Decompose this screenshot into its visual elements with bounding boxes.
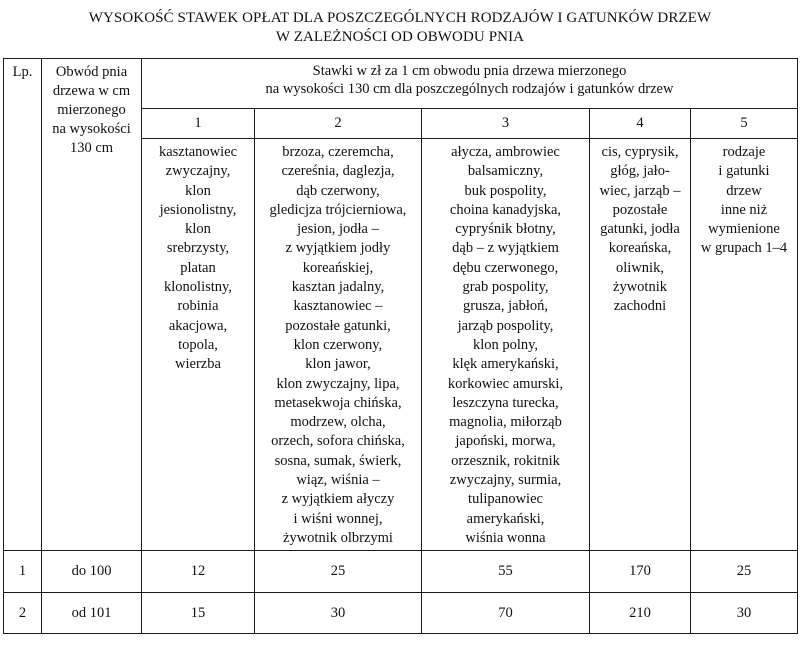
row-obwod: od 101 xyxy=(42,593,142,634)
species-name: amerykański, xyxy=(466,510,545,527)
species-name: gledicjza trójcierniowa, xyxy=(269,201,407,218)
species-name: wierzba xyxy=(175,356,221,373)
species-name: akacjowa, xyxy=(168,317,228,334)
header-lp: Lp. xyxy=(4,59,42,551)
species-name: metasekwoja chińska, xyxy=(274,394,402,411)
species-name: orzech, sofora chińska, xyxy=(271,433,405,450)
species-name: dębu czerwonego, xyxy=(452,259,559,276)
species-name: platan xyxy=(180,259,216,276)
header-row-1 xyxy=(4,59,798,109)
species-name: korkowiec amurski, xyxy=(447,375,564,392)
species-name: pozostałe gatunki, xyxy=(285,317,391,334)
species-name: wiśnia wonna xyxy=(465,529,546,546)
species-name: jarząb pospolity, xyxy=(457,317,554,334)
header-stawki xyxy=(142,59,798,109)
rate-cell: 55 xyxy=(422,551,590,593)
table-row xyxy=(4,551,798,593)
species-name: tulipanowiec xyxy=(468,491,543,508)
row-lp: 2 xyxy=(4,593,42,634)
species-group-5 xyxy=(691,139,798,551)
species-name: z wyjątkiem ałyczy xyxy=(281,491,395,508)
species-group-1 xyxy=(142,139,255,551)
species-name: kasztanowiec xyxy=(158,144,238,160)
species-name: głóg, jało- xyxy=(610,163,670,180)
species-name: gatunki, jodła xyxy=(600,221,680,238)
species-name: oliwnik, xyxy=(616,259,664,276)
group-number: 2 xyxy=(255,109,422,139)
species-name: klon czerwony, xyxy=(293,336,383,353)
species-name: brzoza, czeremcha, xyxy=(282,144,394,160)
species-name: modrzew, olcha, xyxy=(290,414,386,431)
header-obwod-line: Obwód pnia xyxy=(55,64,128,80)
species-name: buk pospolity, xyxy=(464,182,547,199)
species-name: grab pospolity, xyxy=(462,279,549,296)
species-name: drzew xyxy=(726,182,762,199)
rate-cell: 30 xyxy=(691,593,798,634)
header-stawki-line: na wysokości 130 cm dla poszczególnych rodzajów i gatunków drzew xyxy=(265,81,674,97)
species-name: w grupach 1–4 xyxy=(700,240,788,257)
rate-cell: 30 xyxy=(255,593,422,634)
rate-cell: 25 xyxy=(691,551,798,593)
species-name: klonolistny, xyxy=(164,279,232,296)
species-name: wymienione xyxy=(708,221,780,238)
rates-table xyxy=(3,58,798,634)
group-number: 4 xyxy=(590,109,691,139)
header-obwod-line: na wysokości xyxy=(52,121,131,137)
species-name: jesion, jodła – xyxy=(297,221,379,238)
header-obwod-line: drzewa w cm xyxy=(52,83,131,99)
species-name: zwyczajny, surmia, xyxy=(449,472,562,489)
species-name: choina kanadyjska, xyxy=(449,201,562,218)
header-obwod-line: mierzonego xyxy=(57,102,126,118)
species-group-4 xyxy=(590,139,691,551)
species-name: żywotnik xyxy=(613,279,667,296)
species-name: grusza, jabłoń, xyxy=(463,298,548,315)
species-name: klon xyxy=(185,182,211,199)
species-name: topola, xyxy=(178,336,218,353)
species-name: cis, cyprysik, xyxy=(601,144,679,160)
row-lp: 1 xyxy=(4,551,42,593)
rate-cell: 170 xyxy=(590,551,691,593)
table-row xyxy=(4,593,798,634)
species-name: żywotnik olbrzymi xyxy=(283,529,393,546)
rate-cell: 210 xyxy=(590,593,691,634)
header-stawki-line: Stawki w zł za 1 cm obwodu pnia drzewa mierzonego xyxy=(312,63,627,79)
row-obwod: do 100 xyxy=(42,551,142,593)
species-name: zachodni xyxy=(613,298,667,315)
title-line-1: WYSOKOŚĆ STAWEK OPŁAT DLA POSZCZEGÓLNYCH RODZAJÓW I GATUNKÓW DRZEW xyxy=(88,10,712,26)
header-obwod-line: 130 cm xyxy=(69,140,114,156)
rate-cell: 25 xyxy=(255,551,422,593)
species-name: kasztanowiec – xyxy=(293,298,383,315)
group-number: 5 xyxy=(691,109,798,139)
species-name: robinia xyxy=(177,298,219,315)
species-name: japoński, morwa, xyxy=(455,433,556,450)
species-name: i gatunki xyxy=(718,163,770,180)
species-name: orzesznik, rokitnik xyxy=(451,452,560,469)
species-name: czereśnia, daglezja, xyxy=(281,163,395,180)
species-name: ałycza, ambrowiec xyxy=(451,144,560,160)
rate-cell: 70 xyxy=(422,593,590,634)
species-name: wiec, jarząb – xyxy=(599,182,681,199)
species-name: cypryśnik błotny, xyxy=(455,221,556,238)
species-name: klon xyxy=(185,221,211,238)
species-name: inne niż xyxy=(720,201,768,218)
rate-cell: 12 xyxy=(142,551,255,593)
species-name: klon polny, xyxy=(472,336,539,353)
species-name: koreańskiej, xyxy=(302,259,374,276)
species-name: jesionolistny, xyxy=(159,201,237,218)
species-name: dąb – z wyjątkiem xyxy=(452,240,559,257)
title-line-2: W ZALEŻNOŚCI OD OBWODU PNIA xyxy=(275,29,525,45)
species-name: balsamiczny, xyxy=(467,163,544,180)
species-name: klon jawor, xyxy=(305,356,371,373)
species-group-2 xyxy=(255,139,422,551)
group-number: 3 xyxy=(422,109,590,139)
page-title xyxy=(0,0,800,58)
species-name: wiąz, wiśnia – xyxy=(296,472,380,489)
species-name: srebrzysty, xyxy=(166,240,230,257)
group-number: 1 xyxy=(142,109,255,139)
species-name: klon zwyczajny, lipa, xyxy=(276,375,400,392)
rate-cell: 15 xyxy=(142,593,255,634)
species-name: koreańska, xyxy=(608,240,672,257)
species-group-3 xyxy=(422,139,590,551)
species-name: dąb czerwony, xyxy=(296,182,380,199)
species-name: kasztan jadalny, xyxy=(291,279,385,296)
species-name: rodzaje xyxy=(722,144,766,160)
species-name: leszczyna turecka, xyxy=(452,394,559,411)
species-name: klęk amerykański, xyxy=(452,356,559,373)
species-name: sosna, sumak, świerk, xyxy=(274,452,402,469)
header-obwod xyxy=(42,59,142,551)
species-name: i wiśni wonnej, xyxy=(293,510,383,527)
species-name: zwyczajny, xyxy=(165,163,231,180)
species-name: pozostałe xyxy=(612,201,668,218)
species-name: z wyjątkiem jodły xyxy=(285,240,391,257)
species-name: magnolia, miłorząb xyxy=(449,414,562,431)
